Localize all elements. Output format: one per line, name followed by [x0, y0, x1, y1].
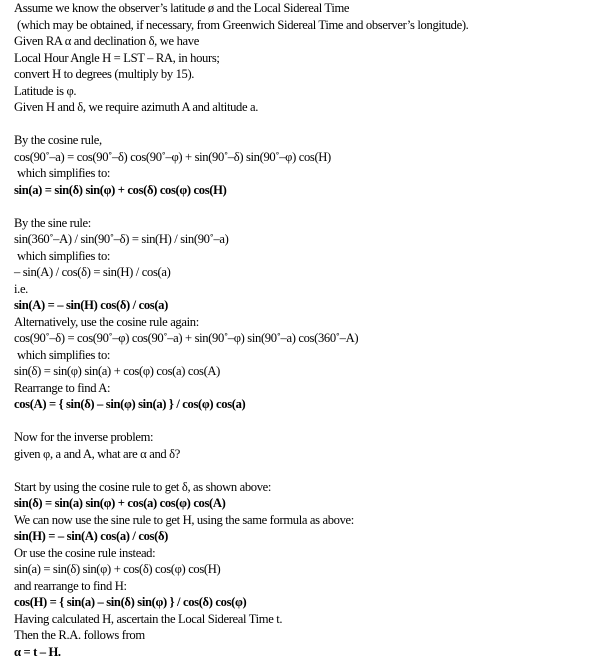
text-line: sin(360˚–A) / sin(90˚–δ) = sin(H) / sin(90˚–a)	[14, 232, 229, 246]
formula-line: cos(H) = { sin(a) – sin(δ) sin(φ) } / cos(δ) cos(φ)	[14, 595, 247, 609]
text-line: which simplifies to:	[17, 248, 111, 263]
blank-line	[14, 116, 595, 133]
text-line: Then the R.A. follows from	[14, 628, 145, 642]
text-line: sin(δ) = sin(φ) sin(a) + cos(φ) cos(a) cos(A)	[14, 364, 221, 378]
text-line: By the sine rule:	[14, 215, 91, 230]
text-line: Having calculated H, ascertain the Local Sidereal Time t.	[14, 611, 283, 626]
formula-line: sin(A) = – sin(H) cos(δ) / cos(a)	[14, 298, 168, 312]
text-line: (which may be obtained, if necessary, from Greenwich Sidereal Time and observer’s longitude).	[17, 17, 469, 32]
text-line: Now for the inverse problem:	[14, 430, 154, 444]
text-line: By the cosine rule,	[14, 133, 102, 147]
text-line: Assume we know the observer’s latitude ø and the Local Sidereal Time	[14, 1, 350, 15]
blank-line	[14, 462, 595, 479]
text-line: cos(90˚–a) = cos(90˚–δ) cos(90˚–φ) + sin(90˚–δ) sin(90˚–φ) cos(H)	[14, 149, 331, 164]
formula-line: α = t – H.	[14, 644, 61, 659]
text-line: which simplifies to:	[17, 166, 111, 180]
text-line: Given RA α and declination δ, we have	[14, 34, 199, 48]
text-line: i.e.	[14, 281, 28, 296]
text-line: We can now use the sine rule to get H, using the same formula as above:	[14, 512, 354, 527]
text-line: convert H to degrees (multiply by 15).	[14, 67, 195, 81]
text-line: Local Hour Angle H = LST – RA, in hours;	[14, 50, 220, 65]
text-line: cos(90˚–δ) = cos(90˚–φ) cos(90˚–a) + sin(90˚–φ) sin(90˚–a) cos(360˚–A)	[14, 331, 359, 345]
text-line: Given H and δ, we require azimuth A and altitude a.	[14, 100, 259, 114]
text-line: which simplifies to:	[17, 347, 111, 362]
formula-line: sin(H) = – sin(A) cos(a) / cos(δ)	[14, 529, 168, 543]
formula-line: sin(a) = sin(δ) sin(φ) + cos(δ) cos(φ) cos(H)	[14, 182, 227, 197]
text-line: Start by using the cosine rule to get δ, as shown above:	[14, 479, 272, 494]
text-line: – sin(A) / cos(δ) = sin(H) / cos(a)	[14, 265, 171, 279]
text-line: Latitude is φ.	[14, 83, 77, 98]
text-line: Alternatively, use the cosine rule again:	[14, 314, 199, 329]
text-line: Rearrange to find A:	[14, 380, 111, 395]
text-line: and rearrange to find H:	[14, 578, 127, 593]
formula-line: cos(A) = { sin(δ) – sin(φ) sin(a) } / cos(φ) cos(a)	[14, 397, 246, 411]
blank-line	[14, 198, 595, 215]
text-line: Or use the cosine rule instead:	[14, 545, 156, 560]
blank-line	[14, 413, 595, 430]
text-line: given φ, a and A, what are α and δ?	[14, 446, 180, 461]
text-line: sin(a) = sin(δ) sin(φ) + cos(δ) cos(φ) cos(H)	[14, 562, 221, 576]
formula-line: sin(δ) = sin(a) sin(φ) + cos(a) cos(φ) cos(A)	[14, 496, 226, 510]
